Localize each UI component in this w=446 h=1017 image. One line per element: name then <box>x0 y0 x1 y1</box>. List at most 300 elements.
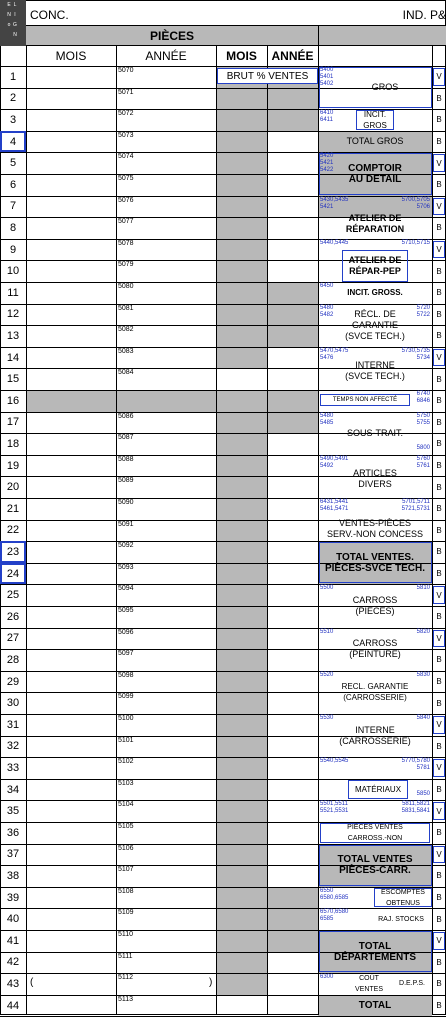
account-codes: 5810 <box>416 585 430 592</box>
line-number: 37 <box>6 848 20 861</box>
annee-code[interactable]: 5086 <box>118 412 134 420</box>
mois-input[interactable] <box>27 693 115 714</box>
line-number: 24 <box>0 563 26 585</box>
annee-code[interactable]: 5081 <box>118 304 134 312</box>
line-number: 11 <box>7 286 19 299</box>
label-escomptes: ESCOMPTES OBTENUS <box>374 888 432 908</box>
flag-b[interactable]: B <box>436 525 442 535</box>
label-comptoir: COMPTOIR AU DETAIL <box>348 162 402 185</box>
mois-input[interactable] <box>27 391 115 412</box>
shaded-cell <box>216 736 267 758</box>
mois-input[interactable] <box>27 197 115 218</box>
label-total-ventes-carr: TOTAL VENTES PIÈCES-CARR. <box>337 854 413 877</box>
flag-b[interactable]: B <box>436 288 442 298</box>
flag-b[interactable]: B <box>436 569 442 579</box>
shaded-cell <box>216 174 267 196</box>
shaded-cell <box>216 757 267 779</box>
line-number: 2 <box>9 92 17 105</box>
mois-input[interactable] <box>27 175 115 196</box>
mois-input[interactable] <box>27 153 115 174</box>
annee-code[interactable]: 5102 <box>118 758 134 766</box>
annee-code[interactable]: 5073 <box>118 131 134 139</box>
line-number: 17 <box>6 416 20 429</box>
shaded-cell <box>216 476 267 498</box>
account-codes: 5840 <box>416 715 430 721</box>
line-number: 15 <box>6 373 20 386</box>
shaded-cell <box>216 822 267 844</box>
account-codes: 5770,5780 5781 <box>401 758 430 772</box>
account-codes: 5480 5482 <box>320 304 334 318</box>
flag-b[interactable]: B <box>436 957 442 967</box>
annee-code[interactable]: 5111 <box>118 952 133 960</box>
annee-code[interactable]: 5100 <box>118 715 134 722</box>
account-codes: 5811,5821 5831,5841 <box>401 801 430 815</box>
shaded-cell <box>216 952 267 974</box>
annee-code[interactable]: 5087 <box>118 434 134 442</box>
annee-code[interactable]: 5082 <box>118 326 134 334</box>
annee-code[interactable]: 5093 <box>118 563 134 571</box>
shaded-cell <box>216 282 267 347</box>
line-number: 29 <box>6 675 20 688</box>
annee-code[interactable]: 5075 <box>118 175 134 182</box>
annee-code[interactable]: 5107 <box>118 866 134 874</box>
account-codes: 5540,5545 <box>320 758 349 765</box>
mois-input[interactable] <box>27 348 115 369</box>
account-codes: 5700,5705 5706 <box>401 196 430 210</box>
line-number: 28 <box>6 653 20 666</box>
label-incit-gros: INCIT. GROS <box>356 110 394 130</box>
flag-b[interactable]: B <box>436 180 442 190</box>
line-number: 22 <box>6 524 20 537</box>
shaded-cell <box>216 563 267 585</box>
gros-box <box>319 67 432 108</box>
annee-code[interactable]: 5113 <box>118 995 134 1003</box>
line-number: 44 <box>6 999 20 1012</box>
mois-input[interactable] <box>27 499 115 520</box>
account-codes: 5701,5711 5721,5731 <box>401 499 430 512</box>
label-total-departements: TOTAL DÉPARTEMENTS <box>333 940 417 963</box>
flag-b[interactable]: B <box>436 266 442 276</box>
flag-b[interactable]: B <box>436 914 442 924</box>
account-codes: 5420 5421 5422 <box>320 153 334 174</box>
flag-b[interactable]: B <box>436 439 442 449</box>
account-codes: 5520 <box>320 671 334 678</box>
shaded-cell <box>216 433 267 455</box>
flag-b[interactable]: B <box>436 741 442 751</box>
mois-input[interactable] <box>27 866 115 887</box>
flag-b[interactable]: B <box>436 785 442 795</box>
label-carross-peinture: CARROSS (PEINTURE) <box>349 638 401 660</box>
flag-b[interactable]: B <box>436 612 442 622</box>
annee-code[interactable]: 5105 <box>118 823 134 830</box>
account-codes: 5720 5722 <box>416 304 430 318</box>
flag-v[interactable]: V <box>433 241 445 259</box>
label-total-ventes-svce: TOTAL VENTES. PIÈCES-SVCE TECH. <box>324 551 426 574</box>
annee-code[interactable]: 5076 <box>118 196 134 204</box>
flag-b[interactable]: B <box>436 547 442 557</box>
line-number: 18 <box>6 437 20 450</box>
annee-code[interactable]: 5071 <box>118 88 134 96</box>
conc-label: CONC. <box>30 8 69 22</box>
account-codes: 5850 <box>416 790 430 797</box>
account-codes: 5501,5511 5521,5531 <box>320 801 349 815</box>
mois-input[interactable] <box>27 413 115 434</box>
annee-code[interactable]: 5101 <box>118 736 134 744</box>
mois-input[interactable] <box>27 737 115 758</box>
shaded-cell <box>267 390 318 412</box>
flag-b[interactable]: B <box>436 417 442 427</box>
line-number: 36 <box>6 826 20 839</box>
line-number: 12 <box>6 308 20 321</box>
mois-input[interactable] <box>27 89 115 110</box>
flag-b[interactable]: B <box>436 137 442 147</box>
annee-code[interactable]: 5072 <box>118 110 134 118</box>
shaded-cell <box>216 196 267 218</box>
label-gros: GROS <box>371 82 399 93</box>
annee-code[interactable] <box>116 391 215 412</box>
mois-input[interactable] <box>27 953 115 974</box>
line-number: 13 <box>6 329 20 342</box>
annee-code[interactable]: 5084 <box>118 369 134 377</box>
flag-v[interactable]: V <box>433 759 445 777</box>
line-number: 42 <box>6 956 20 969</box>
flag-b[interactable]: B <box>436 115 442 125</box>
line-number: 31 <box>6 718 20 731</box>
account-codes: 6550 6580,6585 <box>320 887 349 901</box>
line-number: 9 <box>9 243 17 256</box>
shaded-cell <box>216 844 267 866</box>
account-codes: 6410 6411 <box>320 110 334 124</box>
mois-input[interactable] <box>27 758 115 779</box>
shaded-cell <box>216 520 267 542</box>
mois-input[interactable] <box>27 996 115 1017</box>
annee-header: ANNÉE <box>145 49 187 63</box>
shaded-cell <box>216 671 267 693</box>
annee-code[interactable]: 5097 <box>118 650 134 658</box>
flag-v[interactable]: V <box>433 716 445 734</box>
shaded-cell <box>216 455 267 477</box>
flag-b[interactable]: B <box>436 482 442 492</box>
flag-b[interactable]: B <box>436 893 442 903</box>
flag-b[interactable]: B <box>436 309 442 319</box>
line-number: 30 <box>6 697 20 710</box>
flag-b[interactable]: B <box>436 331 442 341</box>
flag-v[interactable]: V <box>433 154 445 172</box>
line-number: 26 <box>6 610 20 623</box>
flag-v[interactable]: V <box>433 586 445 604</box>
label-atelier-rep: ATELIER DE RÉPARATION <box>345 213 405 235</box>
shaded-cell <box>216 649 267 671</box>
line-number: 8 <box>9 221 17 234</box>
line-number: 20 <box>6 481 20 494</box>
account-codes: 6300 <box>320 974 334 981</box>
mois-input[interactable] <box>27 585 115 606</box>
account-codes: 5480 5485 <box>320 412 334 426</box>
flag-b[interactable]: B <box>436 1001 442 1011</box>
shaded-cell <box>267 282 318 347</box>
annee-code[interactable]: 5088 <box>118 455 134 463</box>
label-interne: INTERNE (SVCE TECH.) <box>345 359 405 381</box>
shaded-cell <box>216 887 267 952</box>
account-codes: 5490,5491 5492 <box>320 455 349 469</box>
shaded-cell <box>216 865 267 887</box>
annee-code[interactable]: 5078 <box>118 239 134 247</box>
account-codes: 5800 <box>416 445 430 452</box>
account-codes: 6570,6580 6585 <box>320 909 349 923</box>
mois-input[interactable] <box>27 542 115 563</box>
mois-input[interactable] <box>27 218 115 239</box>
label-ventes-pieces-serv: VENTES-PIÈCES SERV.-NON CONCESS <box>326 518 424 540</box>
mois-input[interactable] <box>27 629 115 650</box>
label-incit-gross: INCIT. GROSS. <box>347 288 403 298</box>
annee-code[interactable]: 5109 <box>118 909 134 917</box>
shaded-cell <box>216 606 267 628</box>
flag-b[interactable]: B <box>436 655 442 665</box>
account-codes: 5710,5715 <box>401 239 430 246</box>
shaded-cell <box>216 412 267 434</box>
account-codes: 5750 5755 <box>416 412 430 426</box>
annee-code[interactable]: 5070 <box>118 67 134 74</box>
label-cout-ventes: COÛT VENTES <box>354 974 383 993</box>
line-number: 23 <box>0 541 26 563</box>
shaded-cell <box>267 412 318 434</box>
column-divider <box>267 46 268 1015</box>
account-codes: 5830 <box>416 671 430 678</box>
annee-code[interactable]: 5104 <box>118 801 134 809</box>
label-total: TOTAL <box>358 1000 392 1012</box>
mois-input[interactable] <box>27 801 115 822</box>
mois-bold-header: MOIS <box>226 49 257 63</box>
flag-v[interactable]: V <box>433 846 445 864</box>
annee-code[interactable]: 5099 <box>118 693 134 701</box>
account-codes: 5820 <box>416 628 430 635</box>
mois-input[interactable] <box>27 434 115 455</box>
label-carross-pieces: CARROSS (PIÈCES) <box>352 594 398 616</box>
flag-b[interactable]: B <box>436 828 442 838</box>
label-pieces-ventes-carross: PIÈCES VENTES CARROSS.-NON <box>320 823 430 843</box>
flag-b[interactable]: B <box>436 698 442 708</box>
flag-b[interactable]: B <box>436 677 442 687</box>
line-number: 10 <box>6 265 20 278</box>
pieces-label: PIÈCES <box>149 28 194 43</box>
flag-b[interactable]: B <box>436 461 442 471</box>
annee-code[interactable]: 5083 <box>118 347 134 355</box>
mois-input[interactable] <box>27 974 115 995</box>
label-materiaux: MATÉRIAUX <box>348 780 408 800</box>
mois-input[interactable] <box>27 240 115 261</box>
total-svce-box <box>319 542 432 583</box>
mois-header: MOIS <box>55 49 87 63</box>
annee-code[interactable]: 5110 <box>118 931 134 938</box>
flag-b[interactable]: B <box>436 504 442 514</box>
shaded-cell <box>216 692 267 714</box>
mois-input[interactable] <box>27 305 115 326</box>
mois-input[interactable] <box>27 564 115 585</box>
label-recl-garantie: RÉCL. DE GARANTIE (SVCE TECH.) <box>345 308 405 341</box>
shaded-cell <box>216 779 267 801</box>
flag-b[interactable]: B <box>436 871 442 881</box>
column-divider <box>216 46 217 1015</box>
line-number: 21 <box>6 502 20 515</box>
pieces-header <box>26 26 318 45</box>
account-codes: 5530 <box>320 715 334 721</box>
flag-v[interactable]: V <box>433 932 445 950</box>
label-deps: D.E.P.S. <box>399 980 425 988</box>
side-strip-label: L I G N E N o <box>6 2 18 37</box>
label-raj-stocks: RAJ. STOCKS <box>378 915 424 923</box>
annee-code[interactable]: 5091 <box>118 520 134 528</box>
account-codes: 5440,5445 <box>320 239 349 246</box>
line-number: 4 <box>0 131 26 153</box>
annee-code[interactable]: 5096 <box>118 628 134 636</box>
account-codes: 5510 <box>320 628 334 635</box>
mois-input[interactable] <box>27 672 115 693</box>
shaded-cell <box>216 152 267 174</box>
label-interne-carross: INTERNE (CARROSSERIE) <box>339 724 411 746</box>
shaded-cell <box>216 584 267 606</box>
flag-v[interactable]: V <box>433 349 445 367</box>
line-number: 43 <box>6 977 20 990</box>
shaded-cell <box>216 239 267 261</box>
line-number: 34 <box>6 783 20 796</box>
account-codes: 6740 6846 <box>416 391 430 404</box>
mois-input[interactable] <box>27 67 115 88</box>
shaded-cell <box>216 800 267 822</box>
brut-ventes-box <box>217 68 318 84</box>
account-codes: 6431,5441 5461,5471 <box>320 499 349 512</box>
shaded-cell <box>216 541 267 563</box>
annee-code[interactable]: 5089 <box>118 477 134 485</box>
line-number: 1 <box>9 70 17 83</box>
line-number: 35 <box>6 805 20 818</box>
comptoir-box <box>319 153 432 194</box>
annee-code[interactable]: 5092 <box>118 542 134 550</box>
mois-input[interactable] <box>27 283 115 304</box>
mois-input[interactable] <box>27 931 115 952</box>
shaded-cell <box>216 973 267 995</box>
annee-code[interactable]: 5112 <box>118 974 134 982</box>
shaded-cell <box>216 498 267 520</box>
account-codes: 6450 <box>320 283 334 289</box>
annee-code[interactable]: 5098 <box>118 671 134 679</box>
mois-input[interactable] <box>27 456 115 477</box>
mois-input[interactable] <box>27 650 115 671</box>
mois-input[interactable] <box>27 607 115 628</box>
ind-label: IND. P& <box>402 8 446 22</box>
shaded-cell <box>216 260 267 282</box>
line-number: 25 <box>6 589 20 602</box>
mois-input[interactable] <box>27 888 115 909</box>
paren-close: ) <box>209 977 213 989</box>
flag-b[interactable]: B <box>436 223 442 233</box>
mois-input[interactable] <box>27 477 115 498</box>
line-number: 39 <box>6 891 20 904</box>
annee-code[interactable]: 5090 <box>118 499 134 506</box>
mois-input[interactable] <box>27 823 115 844</box>
line-number: 40 <box>6 913 20 926</box>
account-codes: 5430,5435 5421 <box>320 196 349 210</box>
mois-input[interactable] <box>27 261 115 282</box>
shaded-cell <box>216 347 267 369</box>
line-number: 5 <box>9 157 17 170</box>
flag-v[interactable]: V <box>433 802 445 820</box>
annee-code[interactable]: 5095 <box>118 607 134 614</box>
flag-b[interactable]: B <box>436 396 442 406</box>
annee-bold-header: ANNÉE <box>271 49 314 63</box>
shaded-cell <box>216 131 267 153</box>
flag-v[interactable]: V <box>433 630 445 648</box>
annee-code[interactable]: 5077 <box>118 218 134 226</box>
flag-v[interactable]: V <box>433 68 445 86</box>
line-number: 27 <box>6 632 20 645</box>
line-number: 7 <box>9 200 17 213</box>
annee-code[interactable]: 5103 <box>118 779 134 787</box>
label-total-gros: TOTAL GROS <box>346 136 404 147</box>
label-recl-carross: RECL. GARANTIE (CARROSSERIE) <box>341 682 409 703</box>
mois-input[interactable] <box>27 369 115 390</box>
brut-ventes-label: BRUT % VENTES <box>226 70 309 82</box>
line-number: 3 <box>9 113 17 126</box>
annee-code[interactable]: 5080 <box>118 283 134 290</box>
column-divider <box>216 46 217 66</box>
line-number: 38 <box>6 869 20 882</box>
flag-b[interactable]: B <box>436 93 442 103</box>
line-number: 14 <box>6 351 20 364</box>
line-number: 6 <box>9 178 17 191</box>
paren-open: ( <box>30 977 34 989</box>
account-codes: 5500 <box>320 585 334 592</box>
label-temps: TEMPS NON AFFECTÉ <box>320 394 410 406</box>
shaded-cell <box>216 390 267 412</box>
mois-input[interactable] <box>27 326 115 347</box>
mois-input[interactable] <box>27 521 115 542</box>
shaded-cell <box>216 714 267 736</box>
line-number: 32 <box>6 740 20 753</box>
account-codes: 5400 5401 5402 <box>320 67 334 87</box>
line-number: 33 <box>6 761 20 774</box>
label-articles-divers: ARTICLES DIVERS <box>353 467 397 489</box>
annee-code[interactable]: 5094 <box>118 585 134 593</box>
annee-code[interactable]: 5108 <box>118 887 134 895</box>
shaded-cell <box>267 887 318 952</box>
mois-input[interactable] <box>27 110 115 131</box>
label-atelier-pep: ATELIER DE RÉPAR-PEP <box>342 250 408 282</box>
annee-code[interactable]: 5106 <box>118 844 134 852</box>
account-codes: 5470,5475 5476 <box>320 347 349 361</box>
shaded-cell <box>216 217 267 239</box>
annee-code[interactable]: 5079 <box>118 261 134 269</box>
annee-code[interactable]: 5074 <box>118 153 134 161</box>
flag-b[interactable]: B <box>436 979 442 989</box>
mois-input[interactable] <box>27 909 115 930</box>
total-dept-box <box>319 931 432 972</box>
shaded-cell <box>216 628 267 650</box>
flag-b[interactable]: B <box>436 374 442 384</box>
line-number: 19 <box>6 459 20 472</box>
mois-input[interactable] <box>27 845 115 866</box>
mois-input[interactable] <box>27 132 115 153</box>
line-number: 41 <box>6 934 20 947</box>
total-carr-box <box>319 845 432 886</box>
line-number: 16 <box>6 394 20 407</box>
account-codes: 5730,5735 5734 <box>401 347 430 361</box>
account-codes: 5760 5761 <box>416 455 430 469</box>
mois-input[interactable] <box>27 715 115 736</box>
pieces-header-right <box>318 26 446 45</box>
flag-v[interactable]: V <box>433 198 445 216</box>
label-sous-trait: SOUS-TRAIT. <box>346 427 403 438</box>
mois-input[interactable] <box>27 780 115 801</box>
